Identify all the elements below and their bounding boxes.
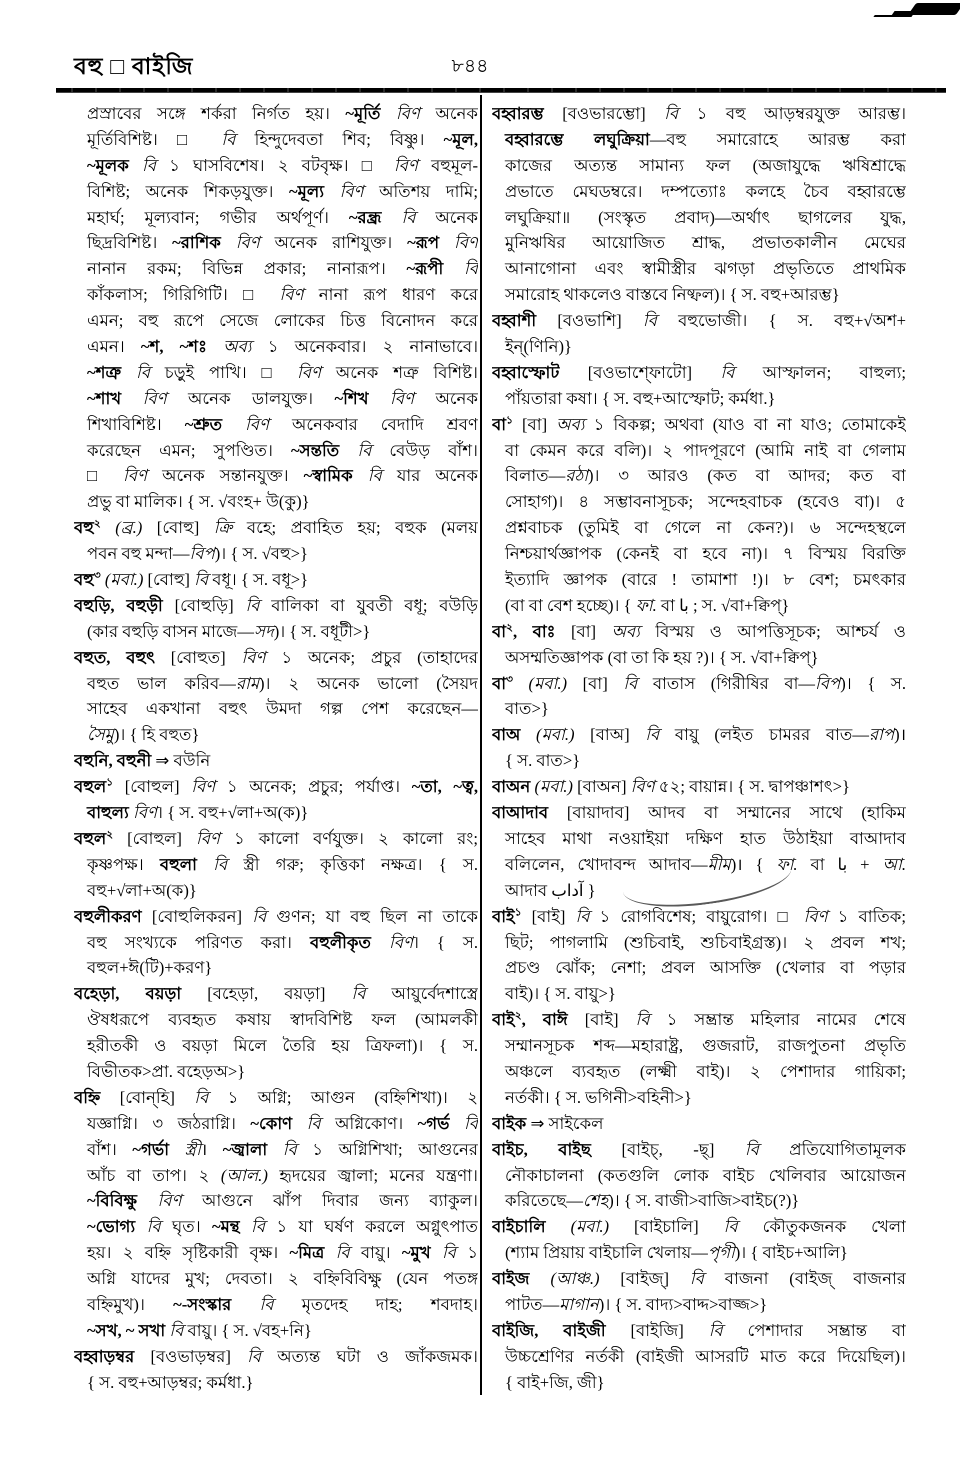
right-column (492, 101, 906, 1396)
dictionary-line: ইত্যাদি জ্ঞাপক (বারে ! তামাশা !)। ৮ বেশ; চমৎকার (505, 570, 906, 590)
dictionary-line: ~বিবিক্ষু বিণ আগুনে ঝাঁপ দিবার জন্য ব্যাকুল। (87, 1191, 478, 1211)
dictionary-line: বহুনি, বহুনী ⇒ বউনি (74, 751, 211, 771)
dictionary-line: বাআদাব [বায়াদাব] আদব বা সম্মানের সাথে (হাকিম (492, 803, 906, 823)
dictionary-line: বা$^১$ [বা] অব্য ১ বিকল্প; অথবা (যাও বা না যাও; তোমাকেই (492, 414, 906, 434)
dictionary-line: { স. বাত>} (505, 751, 581, 771)
dictionary-line: ছিট; পাগলামি (শুচিবাই, শুচিবাইগ্রস্ত)। ২ প্রবল শখ; (505, 932, 906, 952)
dictionary-line: বাইক ⇒ সাইকেল (492, 1113, 604, 1133)
dictionary-line: হরীতকী ও বয়ড়া মিলে তৈরি হয় ত্রিফলা)। { স. (87, 1036, 478, 1056)
dictionary-line: বাইজ (আঞ্চ.) [বাইজ্] বি বাজনা (বাইজ্ বাজনার (492, 1269, 906, 1289)
dictionary-line: বাইজি, বাইজী [বাইজি] বি পেশাদার সম্ভ্রান্ত বা (492, 1320, 906, 1340)
dictionary-line: নৌকাচালনা (কতগুলি লোক বাইচ খেলিবার আয়োজন (505, 1165, 906, 1185)
dictionary-line: বহ্নি [বোন্‌হি] বি ১ অগ্নি; আগুন (বহ্নিশিখা)। ২ (74, 1087, 478, 1107)
dictionary-line: প্রস্রাবের সঙ্গে শর্করা নির্গত হয়। ~মূর্তি বিণ অনেক (87, 104, 478, 123)
dictionary-line: সাহেব মাথা নওয়াইয়া দক্ষিণ হাত উঠাইয়া বাআদাব (505, 828, 906, 848)
dictionary-line: পাঁয়তারা কষা। { স. বহু+আস্ফোট; কর্মধা.} (505, 388, 776, 408)
dictionary-line: বহেড়া, বয়ড়া [বহেড়া, বয়ড়া] বি আয়ুর্বেদশাস্ত্রে (74, 984, 478, 1004)
dictionary-line: পবন বহু মন্দা—বিপ)। { স. √বহু>} (87, 544, 308, 564)
dictionary-line: প্রভাতে মেঘডম্বরে। দম্পত্যোঃ কলহে চৈব বহ্বারম্ভে (505, 181, 906, 201)
dictionary-line: যজ্ঞাগ্নি। ৩ জঠরাগ্নি। ~কোণ বি অগ্নিকোণ। ~গর্ভ বি (87, 1113, 478, 1133)
dictionary-line: (কার বহুড়ি বাসন মাজে—সদ)। { স. বধূটী>} (87, 621, 371, 641)
dictionary-line: বা$^২$, বাঃ [বা] অব্য বিস্ময় ও আপত্তিসূচক; আশ্চর্য ও (492, 621, 906, 641)
dictionary-line: ঔষধরূপে ব্যবহৃত কষায় স্বাদবিশিষ্ট ফল (আমলকী (87, 1010, 478, 1030)
dictionary-line: এমন। ~শ, ~শঃ অব্য ১ অনেকবার। ২ নানাভাবে। (87, 337, 478, 357)
dictionary-line: প্রচণ্ড ঝোঁক; নেশা; প্রবল আসক্তি (খেলার বা পড়ার (505, 958, 906, 978)
dictionary-line: (শ্যাম প্রিয়ায় বাইচালি খেলায়—পৃগী)। { বাইচ+আলি} (505, 1243, 848, 1263)
dictionary-line: বাইচালি (মবা.) [বাইচালি] বি কৌতুকজনক খেলা (492, 1217, 906, 1237)
dictionary-line: কাজের অত্যন্ত সামান্য ফল (অজাযুদ্ধে ঋষিশ্রাদ্ধে (505, 155, 906, 175)
dictionary-line: বহুড়ি, বহুড়ী [বোহুড়ি] বি বালিকা বা যুবতী বধূ; বউড়ি (74, 595, 478, 615)
dictionary-line: বহু$^২$ (ব্র.) [বোহু] ক্রি বহে; প্রবাহিত হয়; বহুক (মলয় (74, 518, 478, 538)
dictionary-line: ইন্(ণিনি)} (505, 337, 572, 357)
dictionary-line: বহু+√লা+অ(ক)} (87, 880, 197, 900)
dictionary-line: করেছেন এমন; সুপণ্ডিত। ~সন্ততি বি বেউড় বাঁশ। (87, 440, 478, 460)
dictionary-line: অসম্মতিজ্ঞাপক (বা তা কি হয় ?)। { স. √বা+ক্বিপ্} (505, 647, 819, 667)
dictionary-line: বাই$^২$, বাঈ [বাই] বি ১ সম্ভ্রান্ত মহিলার নামের শেষে (492, 1010, 906, 1030)
dictionary-line: □ বিণ অনেক সন্তানযুক্ত। ~স্বামিক বি যার অনেক (87, 466, 478, 486)
column-divider (480, 95, 482, 1395)
dictionary-line: কাঁকলাস; গিরিগিটি। □ বিণ নানা রূপ ধারণ করে (87, 285, 478, 305)
dictionary-line: বহ্বাস্ফোট [বওভাশ্ফোটো] বি আস্ফালন; বাহুল্য; (492, 362, 906, 382)
dictionary-line: বিভীতক>প্রা. বহেড়অ>} (87, 1061, 246, 1081)
dictionary-line: মূর্তিবিশিষ্ট। □ বি হিন্দুদেবতা শিব; বিষ্ণু। ~মূল, (87, 129, 478, 149)
dictionary-line: অগ্নি যাদের মুখ; দেবতা। ২ বহ্নিবিবিক্ষু (যেন পতঙ্গ (87, 1269, 478, 1289)
dictionary-line: ~সখ, ~ সখা বি বায়ু। { স. √বহ+নি} (87, 1320, 312, 1340)
dictionary-line: বহুল$^২$ [বোহুল] বিণ ১ কালো বর্ণযুক্ত। ২ কালো রং; (74, 828, 478, 848)
dictionary-line: বাই$^১$ [বাই] বি ১ রোগবিশেষ; বায়ুরোগ। □ বিণ ১ বাতিক; (492, 906, 906, 926)
dictionary-line: সমারোহ থাকলেও বাস্তবে নিষ্ফল)। { স. বহু+আরম্ভ} (505, 285, 840, 305)
dictionary-line: বা$^৩$ (মবা.) [বা] বি বাতাস (গিরীষির বা—বিপ)। { স. (492, 673, 906, 693)
header-rule (56, 88, 946, 93)
dictionary-line: প্রশ্নবাচক (তুমিই বা গেলে না কেন?)। ৬ সন্দেহস্থলে (505, 518, 906, 538)
dictionary-line: মুনিঋষির আয়োজিত শ্রাদ্ধ, প্রভাতকালীন মেঘের (505, 233, 906, 253)
dictionary-line: বিলাত—রঠা)। ৩ আরও (কত বা আদর; কত বা (505, 466, 906, 486)
dictionary-line: (বা বা বেশ হচ্ছে)। { ফা. বা با ; স. √বা+ক্বিপ্} (505, 595, 790, 615)
dictionary-line: নর্তকী। { স. ভগিনী>বহিনী>} (505, 1087, 692, 1107)
dictionary-line: লঘুক্রিয়া॥ (সংস্কৃত প্রবাদ)—অর্থাৎ ছাগলের যুদ্ধ, (505, 207, 906, 227)
dictionary-line: বহুত, বহুৎ [বোহুত] বিণ ১ অনেক; প্রচুর (তাহাদের (74, 647, 478, 667)
dictionary-line: মহার্ঘ; মূল্যবান; গভীর অর্থপূর্ণ। ~রন্ধ্র বি অনেক (87, 207, 478, 227)
dictionary-line: হয়। ২ বহ্নি সৃষ্টিকারী বৃক্ষ। ~মিত্র বি বায়ু। ~মুখ বি ১ (87, 1243, 478, 1263)
dictionary-line: বাঅ (মবা.) [বাঅ] বি বায়ু (লইত চামরর বাত—রাপ)। (492, 725, 906, 745)
dictionary-line: নিশ্চয়ার্থজ্ঞাপক (কেনই বা হবে না)। ৭ বিস্ময় বিরক্তি (505, 544, 906, 564)
dictionary-line: বিশিষ্ট; অনেক শিকড়যুক্ত। ~মূল্য বিণ অতিশয় দামি; (87, 181, 478, 201)
dictionary-line: ~ভোগ্য বি ঘৃত। ~মন্থ বি ১ যা ঘর্ষণ করলে অগ্নুৎপাত (87, 1217, 478, 1237)
dictionary-line: ~শাখ বিণ অনেক ডালযুক্ত। ~শিখ বিণ অনেক (87, 388, 478, 408)
dictionary-line: বহুল$^১$ [বোহুল] বিণ ১ অনেক; প্রচুর; পর্যাপ্ত। ~তা, ~ত্ব, (74, 777, 478, 797)
dictionary-line: বহ্নিমুখ)। ~-সংস্কার বি মৃতদেহ দাহ; শবদাহ। (87, 1294, 478, 1314)
left-column (74, 101, 478, 1396)
dictionary-line: বহ্বারম্ভ [বওভারম্ভো] বি ১ বহু আড়ম্বরযুক্ত আরম্ভ। (492, 104, 906, 123)
dictionary-line: { স. বহু+আড়ম্বর; কর্মধা.} (87, 1372, 254, 1392)
dictionary-line: আনাগোনা এবং স্বামীস্ত্রীর ঝগড়া প্রভৃতিতে প্রাথমিক (505, 259, 906, 279)
dictionary-line: বলিলেন, খোদাবন্দ আদাব—মীম)। { ফা. বা با + আ. (505, 854, 906, 874)
dictionary-line: বাত>} (505, 699, 549, 719)
dictionary-line: সম্মানসূচক শব্দ—মহারাষ্ট্র, গুজরাট, রাজপুতনা প্রভৃতি (505, 1036, 906, 1056)
dictionary-line: বাহুল্য বিণ। { স. বহু+√লা+অ(ক)} (87, 803, 309, 823)
dictionary-line: { বাই+জি, জী} (505, 1372, 605, 1392)
dictionary-line: আঁচ বা তাপ। ২ (আল.) হৃদয়ের জ্বালা; মনের যন্ত্রণা। (87, 1165, 478, 1185)
dictionary-line: সোহাগ)। ৪ সম্ভাবনাসূচক; সন্দেহবাচক (হবেও বা)। ৫ (505, 492, 906, 512)
page-number: ৮৪৪ (451, 56, 489, 77)
dictionary-line: বাঁশ। ~গর্ভা স্ত্রী। ~জ্বালা বি ১ অগ্নিশিখা; আগুনের (87, 1139, 478, 1159)
dictionary-line: বহু$^৩$ (মবা.) [বোহু] বি বধূ। { স. বধূ>} (74, 570, 309, 590)
dictionary-line: শিখাবিশিষ্ট। ~শ্রুত বিণ অনেকবার বেদাদি শ্রবণ (87, 414, 478, 434)
dictionary-line: নানান রকম; বিভিন্ন প্রকার; নানারূপ। ~রূপী বি (87, 259, 478, 279)
dictionary-line: উচ্চশ্রেণির নর্তকী (বাইজী আসরটি মাত করে দিয়েছিল)। (505, 1346, 906, 1366)
dictionary-line: ছিদ্রবিশিষ্ট। ~রাশিক বিণ অনেক রাশিযুক্ত। ~রূপ বিণ (87, 233, 478, 253)
dictionary-line: বহুল+ঈ(টি)+করণ} (87, 958, 213, 978)
dictionary-line: পাটত—মাগান)। { স. বাদ্য>বাদ্দ>বাজ্জ>} (505, 1294, 768, 1314)
dictionary-line: প্রভু বা মালিক। { স. √বংহ+ উ(কু)} (87, 492, 310, 512)
dictionary-line: বাই)। { স. বায়ু>} (505, 984, 616, 1004)
dictionary-line: বহু সংখ্যকে পরিণত করা। বহুলীকৃত বিণ। { স. (87, 932, 478, 952)
dictionary-line: সাহেব একখানা বহুৎ উমদা গল্প পেশ করেছেন— (87, 699, 478, 719)
dictionary-line: বহুত ভাল করিব—রাম)। ২ অনেক ভালো (সৈয়দ (87, 673, 478, 693)
dictionary-line: করিতেছে—শেহ)। { স. বাজী>বাজি>বাইচ(?)} (505, 1191, 800, 1211)
dictionary-line: ~শত্রু বি চড়ুই পাখি। □ বিণ অনেক শত্রু বিশিষ্ট। (87, 362, 478, 382)
dictionary-line: আদাব آداب } (505, 880, 596, 900)
dictionary-line: বাইচ, বাইছ [বাইচ্, -ছ্] বি প্রতিযোগিতামূলক (492, 1139, 906, 1159)
dictionary-line: এমন; বহু রূপে সেজে লোকের চিত্ত বিনোদন করে (87, 311, 478, 331)
dictionary-line: বহুলীকরণ [বোহুলিকরন] বি গুণন; যা বহু ছিল না তাকে (74, 906, 478, 926)
dictionary-line: ~মূলক বি ১ ঘাসবিশেষ। ২ বটবৃক্ষ। □ বিণ বহুমূল- (87, 155, 478, 175)
dictionary-line: কৃষ্ণপক্ষ। বহুলা বি স্ত্রী গরু; কৃত্তিকা নক্ষত্র। { স. (87, 854, 478, 874)
dictionary-line: বহ্বাড়ম্বর [বওভাড়ম্বর] বি অত্যন্ত ঘটা ও জাঁকজমক। (74, 1346, 478, 1366)
dictionary-line: বা কেমন করে বলি)। ২ পাদপূরণে (আমি নাই বা গেলাম (505, 440, 906, 460)
dictionary-line: অঞ্চলে ব্যবহৃত (লক্ষ্মী বাই)। ২ পেশাদার গায়িকা; (505, 1061, 906, 1081)
running-head: বহু □ বাইজি (74, 54, 194, 79)
dictionary-line: বাঅন (মবা.) [বাঅন] বিণ ৫২; বায়ান্ন। { স. দ্বাপঞ্চাশৎ>} (492, 777, 850, 797)
dictionary-line: বহ্বারম্ভে লঘুক্রিয়া—বহু সমারোহে আরম্ভ করা (505, 129, 906, 149)
dictionary-line: বহ্বাশী [বওভাশি] বি বহুভোজী। { স. বহু+√অশ+ (492, 311, 906, 331)
dictionary-line: সৈমু)। { হি বহুত} (87, 725, 200, 745)
scan-smudge-top-right (908, 3, 960, 15)
